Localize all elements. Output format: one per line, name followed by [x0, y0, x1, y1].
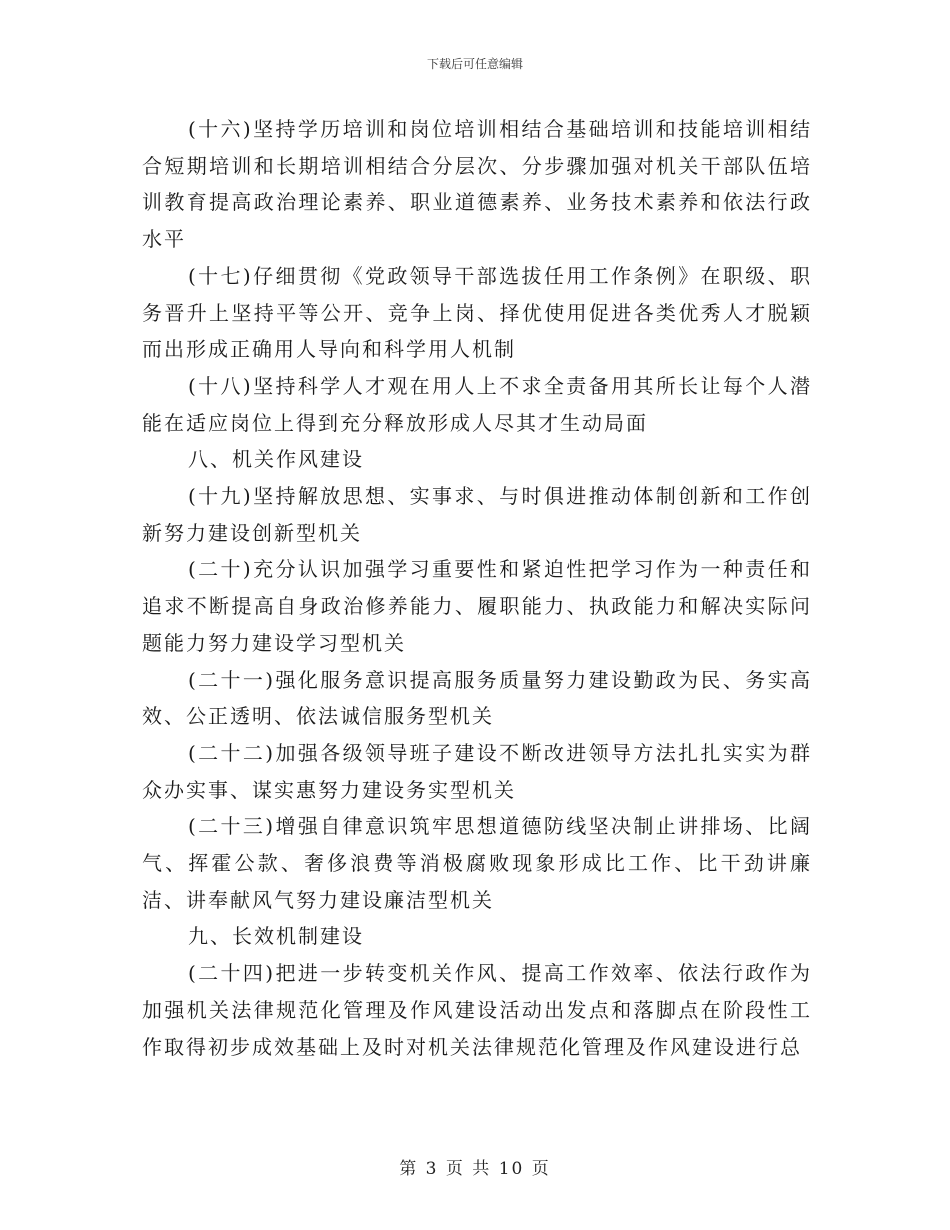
paragraph-23: (二十三)增强自律意识筑牢思想道德防线坚决制止讲排场、比阔气、挥霍公款、奢侈浪费等消极腐败现象形成比工作、比干劲讲廉洁、讲奉献风气努力建设廉洁型机关: [142, 814, 812, 912]
paragraph-24: (二十四)把进一步转变机关作风、提高工作效率、依法行政作为加强机关法律规范化管理及作风建设活动出发点和落脚点在阶段性工作取得初步成效基础上及时对机关法律规范化管理及作风建设进行总: [142, 961, 812, 1059]
paragraph-16: (十六)坚持学历培训和岗位培训相结合基础培训和技能培训相结合短期培训和长期培训相结合分层次、分步骤加强对机关干部队伍培训教育提高政治理论素养、职业道德素养、业务技术素养和依法行政水平: [142, 117, 812, 252]
document-body: [142, 111, 812, 1065]
section-heading-8: 八、机关作风建设: [188, 447, 364, 472]
paragraph-22: (二十二)加强各级领导班子建设不断改进领导方法扎扎实实为群众办实事、谋实惠努力建设务实型机关: [142, 740, 812, 802]
paragraph-21: (二十一)强化服务意识提高服务质量努力建设勤政为民、务实高效、公正透明、依法诚信服务型机关: [142, 667, 812, 729]
paragraph-20: (二十)充分认识加强学习重要性和紧迫性把学习作为一种责任和追求不断提高自身政治修养能力、履职能力、执政能力和解决实际问题能力努力建设学习型机关: [142, 557, 812, 655]
page-header: 下载后可任意编辑: [426, 57, 523, 71]
paragraph-19: (十九)坚持解放思想、实事求、与时俱进推动体制创新和工作创新努力建设创新型机关: [142, 484, 812, 545]
page-number-footer: 第 3 页 共 10 页: [399, 1159, 551, 1179]
paragraph-17: (十七)仔细贯彻《党政领导干部选拔任用工作条例》在职级、职务晋升上坚持平等公开、竞争上岗、择优使用促进各类优秀人才脱颖而出形成正确用人导向和科学用人机制: [142, 263, 812, 362]
section-heading-9: 九、长效机制建设: [188, 924, 364, 949]
paragraph-18: (十八)坚持科学人才观在用人上不求全责备用其所长让每个人潜能在适应岗位上得到充分释放形成人尽其才生动局面: [142, 373, 812, 435]
